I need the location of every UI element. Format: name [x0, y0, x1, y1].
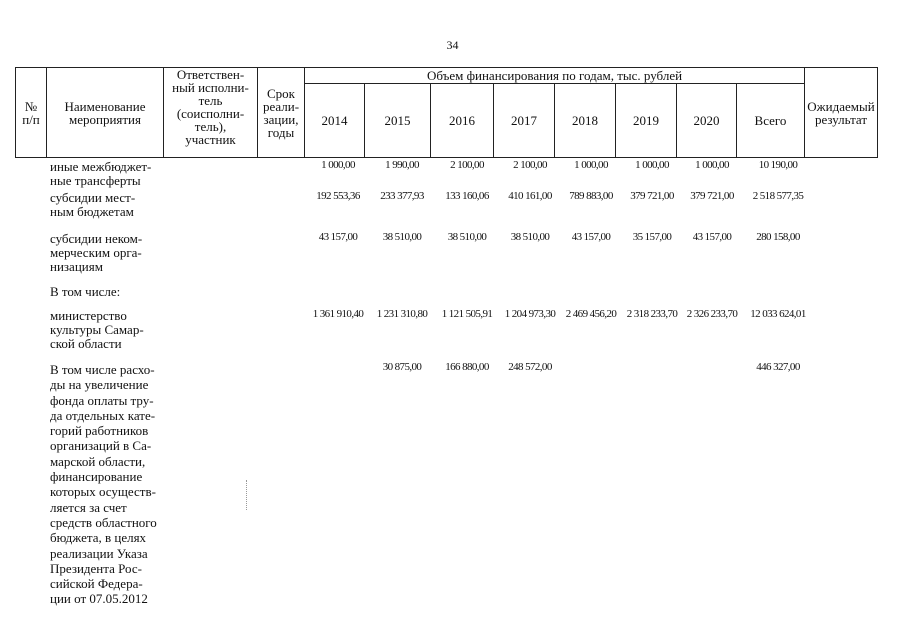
value-cell: 43 157,00: [692, 231, 732, 243]
value-cell: 410 161,00: [508, 190, 552, 202]
value-cell: 12 033 624,01: [750, 308, 806, 320]
header-year: 2020: [677, 84, 737, 158]
value-cell: 10 190,00: [758, 159, 798, 171]
value-cell: 248 572,00: [508, 361, 552, 373]
page-number: 34: [446, 38, 459, 52]
row-name: В том числе расхо- ды на увеличение фонда оплаты тру- да отдельных кате- горий работников организаций в Са- марской области, финансирование которых осуществ- ляется за счет средств областного бюджета, в целях реализации Указа Президента Рос- сийской Федера- ции от 07.05.2012: [50, 362, 157, 607]
value-cell: 1 121 505,91: [441, 308, 493, 320]
value-cell: 1 000,00: [695, 159, 729, 171]
value-cell: 2 100,00: [450, 159, 484, 171]
value-cell: 789 883,00: [569, 190, 613, 202]
value-cell: 2 318 233,70: [626, 308, 678, 320]
value-cell: 43 157,00: [318, 231, 358, 243]
value-cell: 43 157,00: [571, 231, 611, 243]
value-cell: 1 000,00: [574, 159, 608, 171]
value-cell: 379 721,00: [630, 190, 674, 202]
value-cell: 192 553,36: [316, 190, 360, 202]
value-cell: 1 231 310,80: [376, 308, 428, 320]
value-cell: 2 518 577,35: [752, 190, 804, 202]
header-year: 2015: [365, 84, 431, 158]
value-cell: 446 327,00: [756, 361, 800, 373]
row-name: В том числе:: [50, 284, 121, 299]
value-cell: 166 880,00: [445, 361, 489, 373]
value-cell: 1 000,00: [635, 159, 669, 171]
header-year: 2017: [494, 84, 555, 158]
value-cell: 38 510,00: [510, 231, 550, 243]
value-cell: 379 721,00: [690, 190, 734, 202]
value-cell: 2 100,00: [513, 159, 547, 171]
value-cell: 1 000,00: [321, 159, 355, 171]
header-result: Ожидаемый результат: [805, 68, 878, 158]
header-name: Наименование мероприятия: [47, 68, 164, 158]
value-cell: 1 361 910,40: [312, 308, 364, 320]
header-executor: Ответствен- ный исполни- тель (соисполни- тель), участник: [164, 68, 258, 158]
value-cell: 35 157,00: [632, 231, 672, 243]
value-cell: 1 990,00: [385, 159, 419, 171]
value-cell: 133 160,06: [445, 190, 489, 202]
header-funding-group: Объем финансирования по годам, тыс. рублей: [305, 68, 805, 84]
header-year: 2014: [305, 84, 365, 158]
header-year: 2019: [616, 84, 677, 158]
value-cell: 30 875,00: [382, 361, 422, 373]
scan-artifact: [246, 480, 247, 510]
value-cell: 233 377,93: [380, 190, 424, 202]
row-name: субсидии мест- ным бюджетам: [50, 190, 136, 219]
header-total: Всего: [737, 84, 805, 158]
value-cell: 38 510,00: [447, 231, 487, 243]
header-year: 2018: [555, 84, 616, 158]
header-term: Срок реали- зации, годы: [258, 68, 305, 158]
value-cell: 2 469 456,20: [565, 308, 617, 320]
value-cell: 1 204 973,30: [504, 308, 556, 320]
value-cell: 38 510,00: [382, 231, 422, 243]
value-cell: 2 326 233,70: [686, 308, 738, 320]
row-name: субсидии неком- мерческим орга- низациям: [50, 231, 143, 274]
header-year: 2016: [431, 84, 494, 158]
table-header: [15, 67, 878, 158]
row-name: министерство культуры Самар- ской области: [50, 308, 144, 351]
row-name: иные межбюджет- ные трансферты: [50, 159, 152, 188]
value-cell: 280 158,00: [756, 231, 800, 243]
header-num: № п/п: [16, 68, 47, 158]
